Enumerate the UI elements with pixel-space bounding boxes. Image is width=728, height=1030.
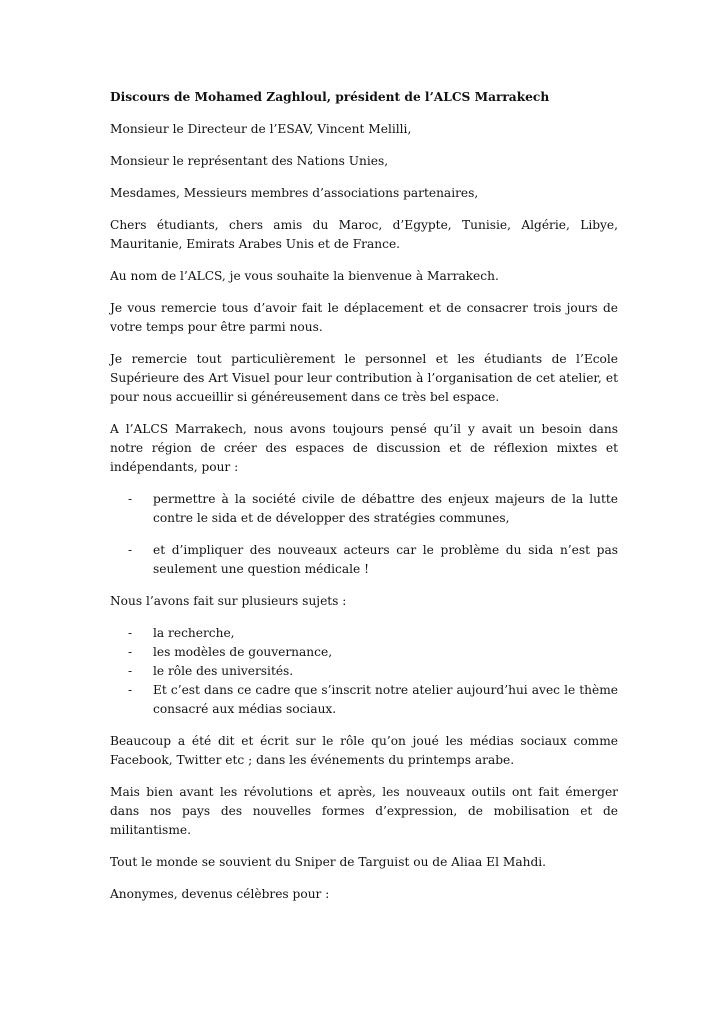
list-item-text: la recherche, <box>153 626 235 640</box>
list-item-text: le rôle des universités. <box>153 664 294 678</box>
paragraph-new-tools: Mais bien avant les révolutions et après, les nouveaux outils ont fait émerger dans nos pays des nouvelles formes d’expression, de mobilisation et de militantisme. <box>110 785 618 837</box>
list-item <box>110 662 618 681</box>
speech-title: Discours de Mohamed Zaghloul, président de l’ALCS Marrakech <box>110 90 550 104</box>
goals-list <box>110 490 618 579</box>
paragraph-thanks: Je vous remercie tous d’avoir fait le déplacement et de consacrer trois jours de votre temps pour être parmi nous. <box>110 301 618 334</box>
dash-bullet: - <box>128 645 133 659</box>
paragraph-sniper: Tout le monde se souvient du Sniper de Targuist ou de Aliaa El Mahdi. <box>110 855 547 869</box>
list-item-text: Et c’est dans ce cadre que s’inscrit notre atelier aujourd’hui avec le thème consacré aux médias sociaux. <box>153 683 618 716</box>
subjects-list <box>110 624 618 719</box>
salutation-un-representative: Monsieur le représentant des Nations Unies, <box>110 154 389 168</box>
paragraph-subjects-intro: Nous l’avons fait sur plusieurs sujets : <box>110 594 347 608</box>
paragraph-need: A l’ALCS Marrakech, nous avons toujours pensé qu’il y avait un besoin dans notre région de créer des espaces de discussion et de réflexion mixtes et indépendants, pour : <box>110 422 618 474</box>
paragraph-anonymes: Anonymes, devenus célèbres pour : <box>110 887 330 901</box>
dash-bullet: - <box>128 664 133 678</box>
paragraph-welcome: Au nom de l’ALCS, je vous souhaite la bienvenue à Marrakech. <box>110 269 499 283</box>
list-item-text: les modèles de gouvernance, <box>153 645 333 659</box>
dash-bullet: - <box>128 683 133 697</box>
list-item-text: et d’impliquer des nouveaux acteurs car le problème du sida n’est pas seulement une question médicale ! <box>153 543 618 576</box>
list-item <box>110 681 618 719</box>
dash-bullet: - <box>128 492 133 506</box>
paragraph-social-media: Beaucoup a été dit et écrit sur le rôle qu’on joué les médias sociaux comme Facebook, Twitter etc ; dans les événements du printemps arabe. <box>110 734 618 767</box>
dash-bullet: - <box>128 626 133 640</box>
document-page <box>110 88 618 917</box>
list-item <box>110 624 618 643</box>
list-item <box>110 541 618 579</box>
salutation-students-friends: Chers étudiants, chers amis du Maroc, d’Egypte, Tunisie, Algérie, Libye, Mauritanie, Emirats Arabes Unis et de France. <box>110 218 618 251</box>
dash-bullet: - <box>128 543 133 557</box>
list-item <box>110 490 618 528</box>
salutation-partner-members: Mesdames, Messieurs membres d’associations partenaires, <box>110 186 479 200</box>
list-item <box>110 643 618 662</box>
paragraph-thanks-esav: Je remercie tout particulièrement le personnel et les étudiants de l’Ecole Supérieure des Art Visuel pour leur contribution à l’organisation de cet atelier, et pour nous accueillir si généreusement dans ce très bel espace. <box>110 352 618 404</box>
list-item-text: permettre à la société civile de débattre des enjeux majeurs de la lutte contre le sida et de développer des stratégies communes, <box>153 492 618 525</box>
salutation-director: Monsieur le Directeur de l’ESAV, Vincent Melilli, <box>110 122 412 136</box>
